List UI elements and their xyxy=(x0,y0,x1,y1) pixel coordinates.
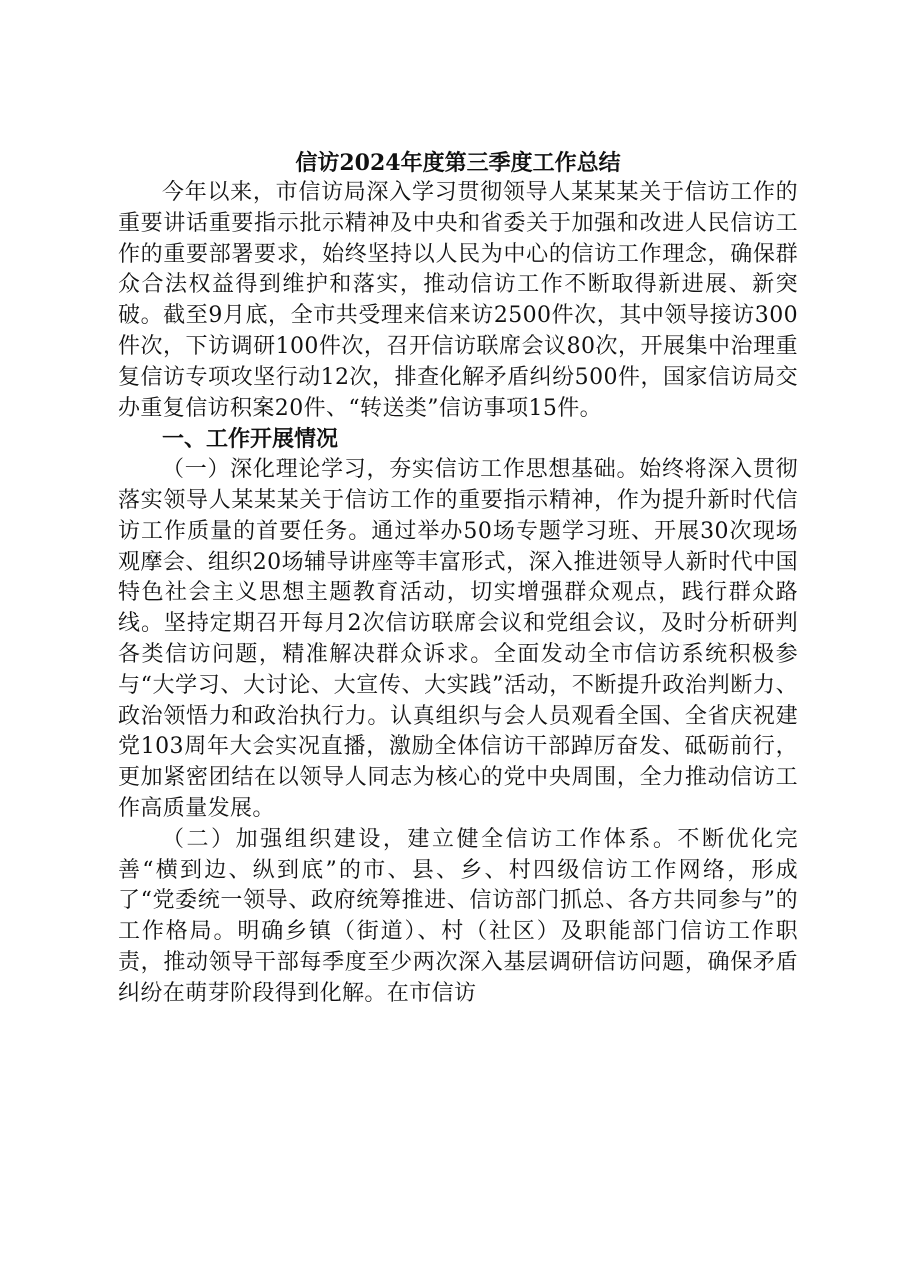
subsection-body-theory-study: 始终将深入贯彻落实领导人某某某关于信访工作的重要指示精神，作为提升新时代信访工作质量的首要任务。通过举办50场专题学习班、开展30次现场观摩会、组织20场辅导讲座等丰富形式，深入推进领导人新时代中国特色社会主义思想主题教育活动，切实增强群众观点，践行群众路线。坚持定期召开每月2次信访联席会议和党组会议，及时分析研判各类信访问题，精准解决群众诉求。全面发动全市信访系统积极参与“大学习、大讨论、大宣传、大实践”活动，不断提升政治判断力、政治领悟力和政治执行力。认真组织与会人员观看全国、全省庆祝建党103周年大会实况直播，激励全体信访干部踔厉奋发、砥砺前行，更加紧密团结在以领导人同志为核心的党中央周围，全力推动信访工作高质量发展。 xyxy=(118,457,798,821)
document-title: 信访2024年度第三季度工作总结 xyxy=(295,150,621,176)
subsection-paragraph-organization xyxy=(118,825,798,1010)
section-heading-work-status: 一、工作开展情况 xyxy=(162,426,339,453)
subsection-lead-theory-study: （一）深化理论学习，夯实信访工作思想基础。 xyxy=(162,457,640,483)
subsection-lead-organization: （二）加强组织建设，建立健全信访工作体系。 xyxy=(162,826,678,852)
subsection-paragraph-theory-study xyxy=(118,455,798,825)
intro-paragraph: 今年以来，市信访局深入学习贯彻领导人某某某关于信访工作的重要讲话重要指示批示精神及中央和省委关于加强和改进人民信访工作的重要部署要求，始终坚持以人民为中心的信访工作理念，确保群众合法权益得到维护和落实，推动信访工作不断取得新进展、新突破。截至9月底，全市共受理来信来访2500件次，其中领导接访300件次，下访调研100件次，召开信访联席会议80次，开展集中治理重复信访专项攻坚行动12次，排查化解矛盾纠纷500件，国家信访局交办重复信访积案20件、“转送类”信访事项15件。 xyxy=(118,180,798,421)
document-body xyxy=(118,148,798,1010)
subsection-body-organization: 不断优化完善“横到边、纵到底”的市、县、乡、村四级信访工作网络，形成了“党委统一领导、政府统筹推进、信访部门抓总、各方共同参与”的工作格局。明确乡镇（街道）、村（社区）及职能部门信访工作职责，推动领导干部每季度至少两次深入基层调研信访问题，确保矛盾纠纷在萌芽阶段得到化解。在市信访 xyxy=(118,826,798,1006)
